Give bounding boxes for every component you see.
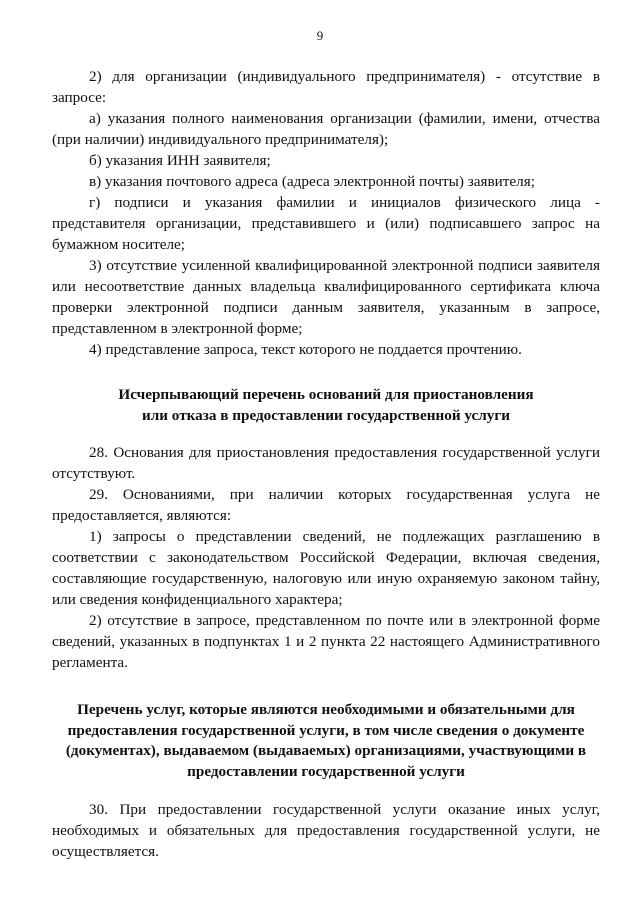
paragraph-29-item-1: 1) запросы о представлении сведений, не подлежащих разглашению в соответствии с законодательством Российской Федерации, включая сведения, составляющие государственную, налоговую или иную охраняемую законом тайну, или сведения конфиденциального характера; (52, 528, 600, 608)
document-body (52, 66, 600, 862)
section-heading-services-line2: предоставления государственной услуги, в том числе сведения о документе (67, 721, 585, 739)
page-number: 9 (316, 28, 324, 43)
paragraph-3-signature: 3) отсутствие усиленной квалифицированной электронной подписи заявителя или несоответствие данных владельца квалифицированного сертификата ключа проверки электронной подписи данным заявителя, указанным в запросе, представленном в электронной форме; (52, 257, 600, 337)
section-heading-grounds (52, 385, 600, 426)
section-heading-services-line3: (документах), выдаваемом (выдаваемых) организациями, участвующими в (65, 742, 587, 759)
paragraph-30: 30. При предоставлении государственной услуги оказание иных услуг, необходимых и обязательных для предоставления государственной услуги, не осуществляется. (52, 801, 600, 860)
paragraph-4-unreadable: 4) представление запроса, текст которого не поддается прочтению. (89, 341, 522, 358)
paragraph-2-organization: 2) для организации (индивидуального предпринимателя) - отсутствие в запросе: (52, 68, 600, 106)
section-heading-services-line1: Перечень услуг, которые являются необходимыми и обязательными для (77, 701, 575, 718)
paragraph-29-item-2: 2) отсутствие в запросе, представленном по почте или в электронной форме сведений, указанных в подпунктах 1 и 2 пункта 22 настоящего Административного регламента. (52, 612, 600, 671)
subparagraph-g: г) подписи и указания фамилии и инициалов физического лица - представителя организации, представившего и (или) подписавшего запрос на бумажном носителе; (52, 194, 600, 253)
section-heading-grounds-line2: или отказа в предоставлении государственной услуги (141, 406, 510, 424)
subparagraph-b: б) указания ИНН заявителя; (89, 152, 271, 169)
section-heading-services-line4: предоставлении государственной услуги (187, 762, 465, 780)
paragraph-29: 29. Основаниями, при наличии которых государственная услуга не предоставляется, являются: (52, 486, 600, 524)
paragraph-28: 28. Основания для приостановления предоставления государственной услуги отсутствуют. (52, 444, 600, 482)
section-heading-services (52, 700, 600, 782)
subparagraph-a: а) указания полного наименования организации (фамилии, имени, отчества (при наличии) индивидуального предпринимателя); (52, 110, 600, 148)
subparagraph-v: в) указания почтового адреса (адреса электронной почты) заявителя; (89, 173, 535, 190)
section-heading-grounds-line1: Исчерпывающий перечень оснований для приостановления (118, 386, 534, 403)
